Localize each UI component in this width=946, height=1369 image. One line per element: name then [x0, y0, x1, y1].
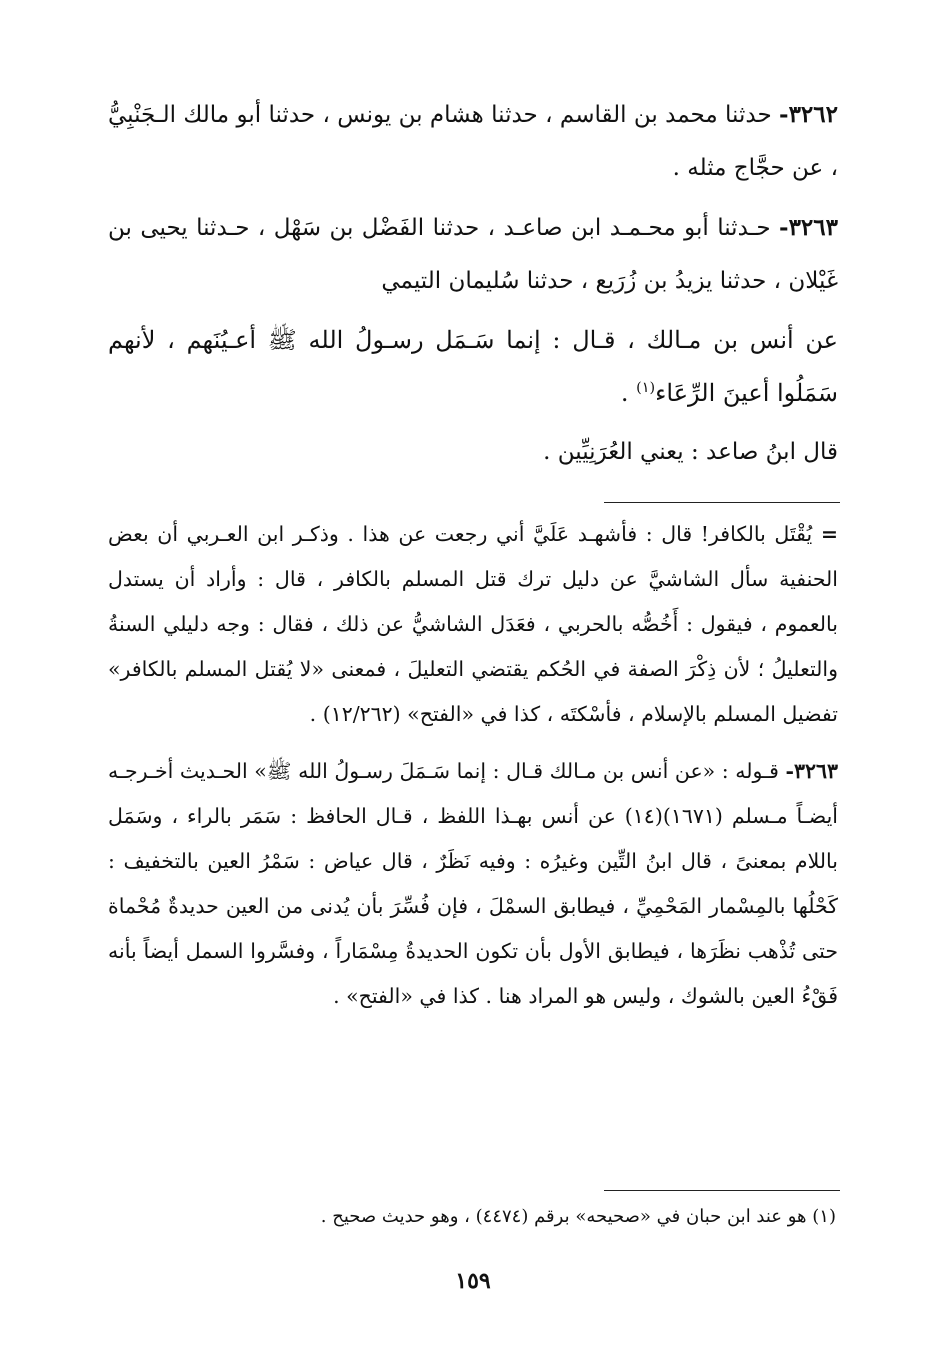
hadith-3263-note [108, 426, 838, 479]
hadith-text: حـدثنا أبو محـمـد ابن صاعـد ، حدثنا الفَضْل بن سَهْل ، حـدثنا يحيى بن غَيْلان ، حدثنا يزيدُ بن زُرَيع ، حدثنا سُليمان التيمي [108, 215, 838, 294]
commentary-text: يُقْتَل بالكافر! قال : فأشهـد عَلَيَّ أني رجعت عن هذا . وذكـر ابن العـربي أن بعض الحنفية سأل الشاشيَّ عن دليل ترك قتل المسلم بالكافر ، قال : وأراد أن يستدل بالعموم ، فيقول : أَخُصُّه بالحربي ، فعَدَل الشاشيُّ عن ذلك ، فقال : وجه دليلي السنةُ والتعليلُ ؛ لأن ذِكْرَ الصفة في الحُكم يقتضي التعليلَ ، فمعنى «لا يُقتل المسلم بالكافر» تفضيل المسلم بالإسلام ، فأسْكتَه ، كذا في «الفتح» (١٢/٢٦٢) . [108, 522, 838, 726]
commentary-number: ٣٢٦٣- [785, 759, 838, 783]
hadith-matn-end: . [620, 379, 637, 407]
commentary-paragraph-1 [108, 512, 838, 737]
continuation-marker: = [820, 522, 838, 546]
hadith-section [108, 88, 838, 485]
hadith-text: حدثنا محمد بن القاسم ، حدثنا هشام بن يونس ، حدثنا أبو مالك الـجَنْبِيُّ ، عن حجَّاج مثله . [108, 102, 838, 181]
separator-rule [604, 502, 840, 503]
commentary-paragraph-2 [108, 749, 838, 1019]
footnote-ref: (١) [636, 380, 656, 396]
page-number: ١٥٩ [455, 1268, 491, 1294]
hadith-number: ٣٢٦٢- [779, 101, 838, 128]
hadith-number: ٣٢٦٣- [779, 214, 838, 241]
footnote-separator-rule [604, 1190, 840, 1191]
footnote [106, 1200, 838, 1234]
hadith-3262 [108, 88, 838, 195]
hadith-3263-isnad [108, 201, 838, 308]
commentary-section [108, 512, 838, 1031]
footnote-text: (١) هو عند ابن حبان في «صحيحه» برقم (٤٤٧٤) ، وهو حديث صحيح . [320, 1206, 836, 1227]
hadith-3263-matn [108, 314, 838, 420]
hadith-matn-text: عن أنس بن مـالك ، قـال : إنما سَـمَل رسـولُ الله ﷺ أعـيُنَهم ، لأنهم سَمَلُوا أعينَ الرِّعَاء [108, 326, 838, 407]
commentary-text: قـوله : «عن أنس بن مـالك قـال : إنما سَـمَلَ رسـولُ الله ﷺ» الحـديث أخـرجـه أيضـاً مـسلم (١٦٧١)(١٤) عن أنس بهـذا اللفظ ، قـال الحافظ : سَمَر بالراء ، وسَمَل باللام بمعنىً ، قال ابنُ التِّين وغيرُه : وفيه نَظَرٌ ، قال عياض : سَمْرُ العين بالتخفيف : كَحْلُها بالمِسْمار المَحْمِيِّ ، فيطابق السمْلَ ، فإن فُسِّرَ بأن يُدنى من العين حديدةٌ مُحْماة حتى تُذْهب نظَرَها ، فيطابق الأول بأن تكون الحديدةُ مِسْمَاراً ، وفسَّروا السمل أيضاً بأنه فَقْءُ العين بالشوك ، وليس هو المراد هنا . كذا في «الفتح» . [108, 759, 838, 1008]
hadith-note-text: قال ابنُ صاعد : يعني العُرَنِيِّين . [543, 439, 838, 465]
